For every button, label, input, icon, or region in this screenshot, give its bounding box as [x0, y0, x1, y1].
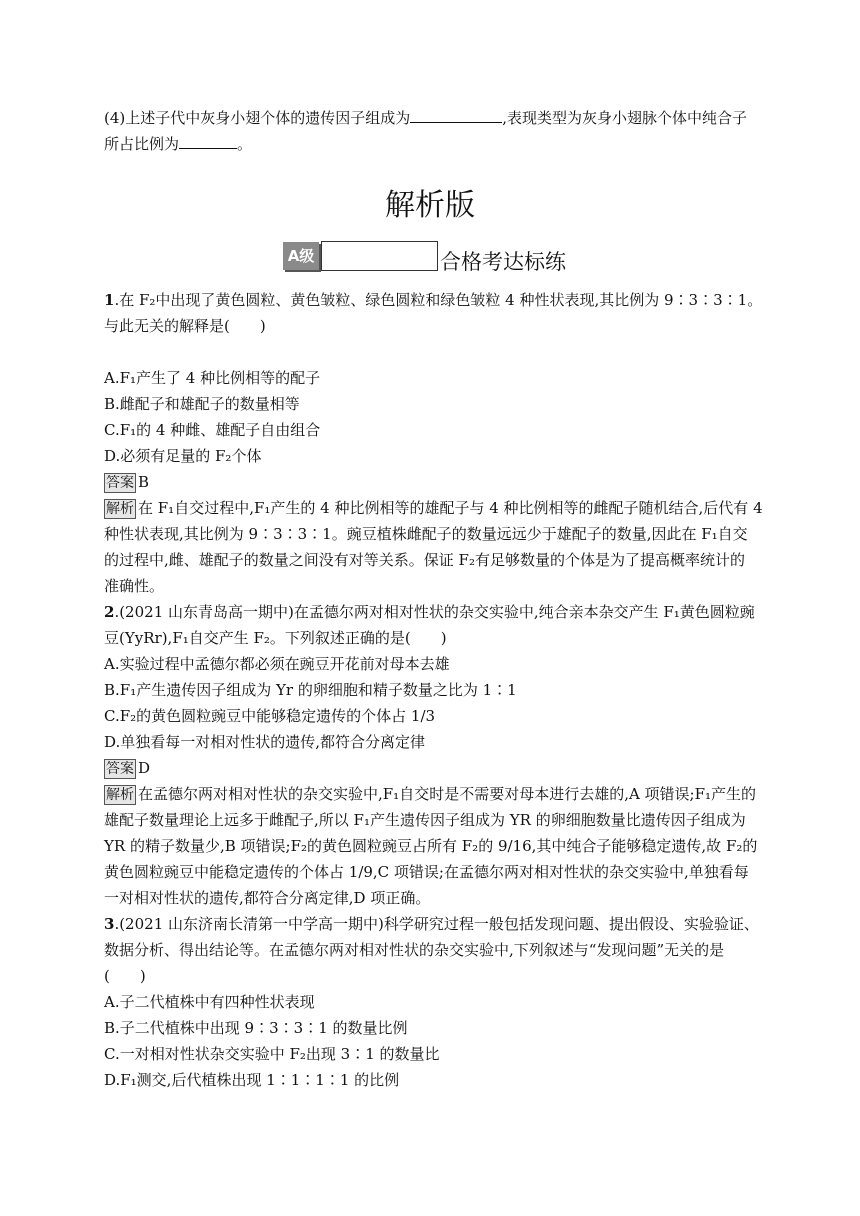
q1-option-d: D.必须有足量的 F₂个体 [104, 447, 262, 465]
prev-question-line-1 [104, 108, 747, 128]
q2-analysis-line-3: YR 的精子数量少,B 项错误;F₂的黄色圆粒豌豆占所有 F₂的 9/16,其中纯合子能够稳定遗传,故 F₂的 [104, 837, 758, 855]
question-number: 2 [104, 603, 115, 621]
q1-stem-line-1 [104, 290, 762, 310]
q1-analysis-line-1 [104, 498, 763, 519]
question-text: .在 F₂中出现了黄色圆粒、黄色皱粒、绿色圆粒和绿色皱粒 4 种性状表现,其比例为 9∶3∶3∶1。 [114, 291, 763, 309]
prev-question-line-2 [104, 134, 252, 154]
level-header [283, 241, 643, 275]
q2-option-a: A.实验过程中孟德尔都必须在豌豆开花前对母本去雄 [104, 655, 450, 673]
q1-analysis-line-2: 种性状表现,其比例为 9∶3∶3∶1。豌豆植株雌配子的数量远远少于雄配子的数量,因此在 F₁自交 [104, 525, 748, 543]
fill-blank-ratio [179, 134, 237, 149]
q3-option-c: C.一对相对性状杂交实验中 F₂出现 3∶1 的数量比 [104, 1045, 440, 1063]
level-badge: A级 [283, 242, 319, 270]
q3-option-a: A.子二代植株中有四种性状表现 [104, 993, 315, 1011]
q3-stem-line-2: 数据分析、得出结论等。在孟德尔两对相对性状的杂交实验中,下列叙述与“发现问题”无关的是 [104, 941, 725, 959]
q2-option-c: C.F₂的黄色圆粒豌豆中能够稳定遗传的个体占 1/3 [104, 707, 436, 725]
q2-analysis-line-5: 一对相对性状的遗传,都符合分离定律,D 项正确。 [104, 889, 431, 907]
answer-tag: 答案 [106, 475, 134, 491]
prev-text: (4)上述子代中灰身小翅个体的遗传因子组成为 [104, 109, 411, 127]
question-text: .(2021 山东青岛高一期中)在孟德尔两对相对性状的杂交实验中,纯合亲本杂交产生 F₁黄色圆粒豌 [114, 603, 755, 621]
q3-stem-line-1 [104, 914, 759, 934]
analysis-tag: 解析 [106, 787, 134, 803]
question-number: 3 [104, 915, 115, 933]
q2-analysis-line-2: 雄配子数量理论上远多于雌配子,所以 F₁产生遗传因子组成为 YR 的卵细胞数量比遗传因子组成为 [104, 811, 746, 829]
q1-answer [104, 472, 149, 493]
q2-stem-line-2: 豆(YyRr),F₁自交产生 F₂。下列叙述正确的是( ) [104, 629, 447, 647]
q2-option-d: D.单独看每一对相对性状的遗传,都符合分离定律 [104, 733, 426, 751]
answer-value: B [138, 473, 150, 491]
answer-tag: 答案 [106, 761, 134, 777]
question-text: .(2021 山东济南长清第一中学高一期中)科学研究过程一般包括发现问题、提出假设、实验验证、 [114, 915, 759, 933]
q3-stem-line-3: ( ) [104, 967, 146, 985]
q2-analysis-line-4: 黄色圆粒豌豆中能稳定遗传的个体占 1/9,C 项错误;在孟德尔两对相对性状的杂交实验中,单独看每 [104, 863, 749, 881]
q1-stem-line-2: 与此无关的解释是( ) [104, 317, 266, 335]
q1-analysis-line-4: 准确性。 [104, 577, 165, 595]
prev-text: ,表现类型为灰身小翅脉个体中纯合子 [502, 109, 748, 127]
q1-option-b: B.雌配子和雄配子的数量相等 [104, 395, 300, 413]
q1-option-a: A.F₁产生了 4 种比例相等的配子 [104, 369, 321, 387]
level-score-box [321, 241, 438, 271]
fill-blank-genotype [410, 108, 502, 123]
analysis-tag: 解析 [106, 501, 134, 517]
prev-text: 。 [237, 135, 253, 153]
q3-option-b: B.子二代植株中出现 9∶3∶3∶1 的数量比例 [104, 1019, 408, 1037]
level-title: 合格考达标练 [440, 250, 566, 274]
q1-analysis-line-3: 的过程中,雌、雄配子的数量之间没有对等关系。保证 F₂有足够数量的个体是为了提高概率统计的 [104, 551, 745, 569]
q2-option-b: B.F₁产生遗传因子组成为 Yr 的卵细胞和精子数量之比为 1∶1 [104, 681, 517, 699]
q2-stem-line-1 [104, 602, 755, 622]
q2-analysis-line-1 [104, 784, 756, 805]
answer-value: D [138, 759, 151, 777]
analysis-text: 在孟德尔两对相对性状的杂交实验中,F₁自交时是不需要对母本进行去雄的,A 项错误;F₁产生的 [138, 785, 757, 803]
q2-answer [104, 758, 150, 779]
q1-option-c: C.F₁的 4 种雌、雄配子自由组合 [104, 421, 321, 439]
section-title: 解析版 [385, 188, 475, 223]
q3-option-d: D.F₁测交,后代植株出现 1∶1∶1∶1 的比例 [104, 1071, 400, 1089]
analysis-text: 在 F₁自交过程中,F₁产生的 4 种比例相等的雄配子与 4 种比例相等的雌配子随机结合,后代有 4 [138, 499, 763, 517]
question-number: 1 [104, 291, 115, 309]
prev-text: 所占比例为 [104, 135, 180, 153]
